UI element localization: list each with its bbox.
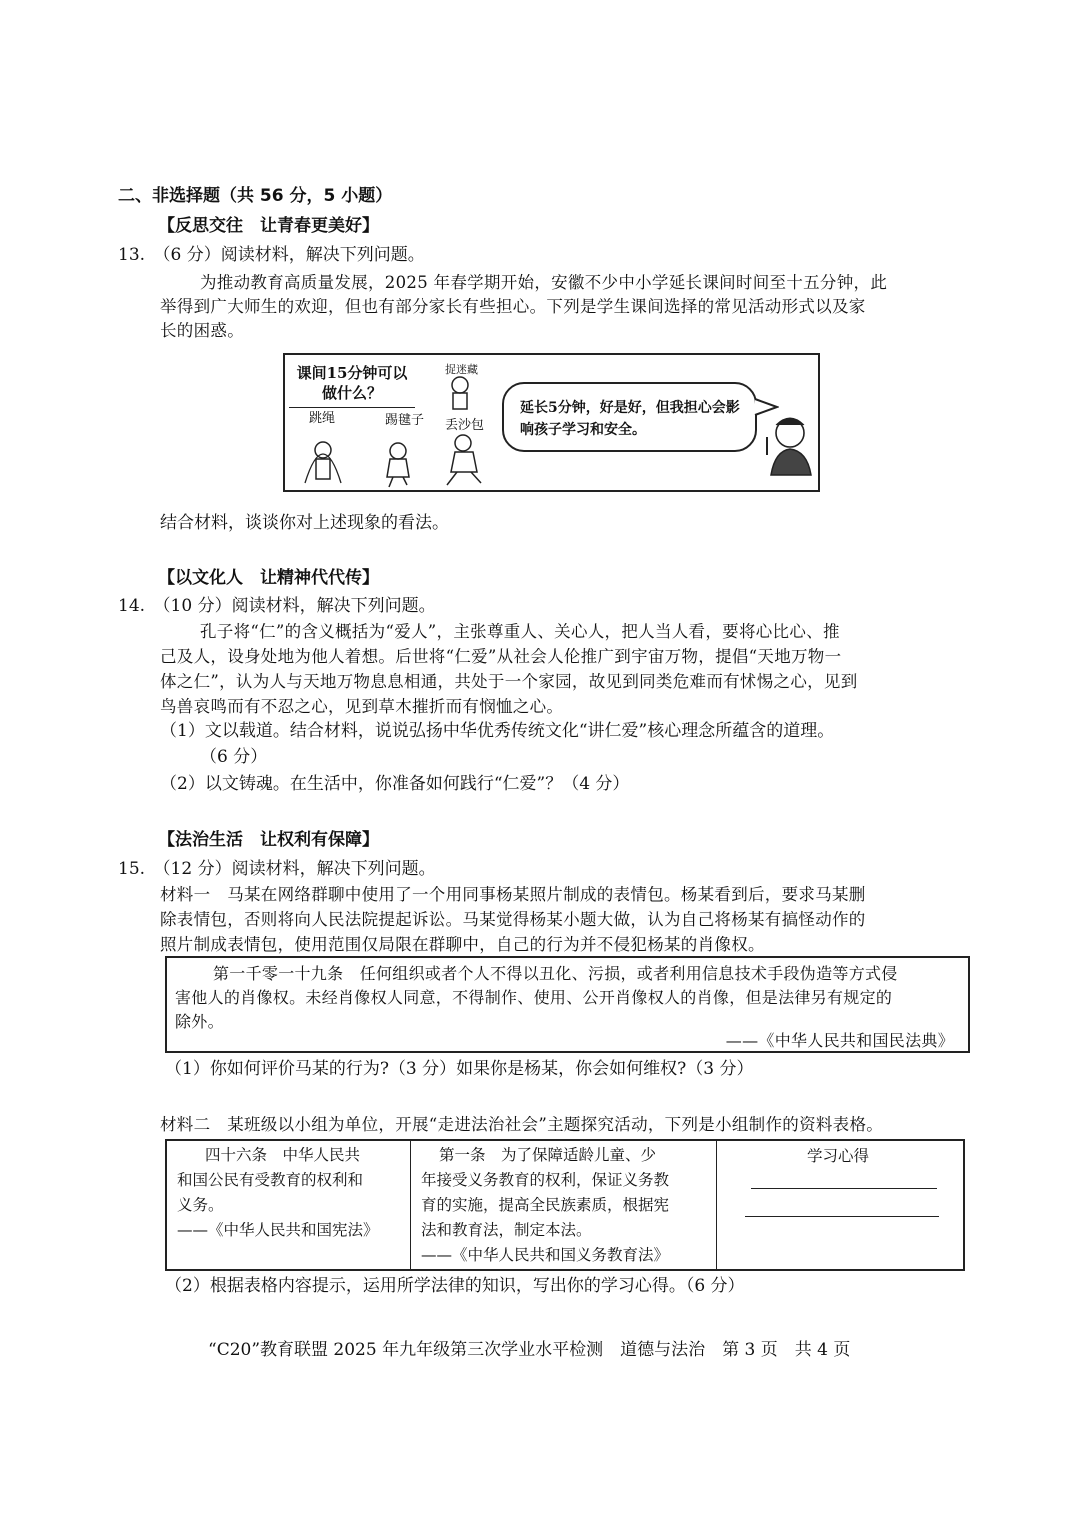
cell-line: 和国公民有受教育的权利和 bbox=[177, 1171, 364, 1189]
activity-label: 丢沙包 bbox=[445, 418, 485, 433]
cell-line: 法和教育法，制定本法。 bbox=[421, 1221, 592, 1239]
activity-label: 跳绳 bbox=[309, 411, 336, 426]
cell-line: 第一条 为了保障适龄儿童、少 bbox=[439, 1146, 657, 1164]
law-line: 除外。 bbox=[175, 1012, 224, 1031]
q13-header: 【反思交往 让青春更美好】 bbox=[158, 216, 379, 236]
section-title: 二、非选择题（共 56 分，5 小题） bbox=[118, 186, 393, 206]
q14-para-line: 体之仁”，认为人与天地万物息息相通，共处于一个家园，故见到同类危难而有怵惕之心，见到 bbox=[160, 672, 858, 691]
q15-material2: 材料二 某班级以小组为单位，开展“走进法治社会”主题探究活动，下列是小组制作的资料表格。 bbox=[160, 1115, 884, 1134]
q14-para-line: 鸟兽哀鸣而有不忍之心，见到草木摧折而有悯恤之心。 bbox=[160, 697, 564, 716]
q15-sub1: （1）你如何评价马某的行为?（3 分）如果你是杨某，你会如何维权?（3 分） bbox=[165, 1059, 754, 1079]
table-cell-study-notes bbox=[717, 1141, 963, 1269]
cell-line: ——《中华人民共和国义务教育法》 bbox=[421, 1246, 670, 1264]
table-cell-constitution bbox=[167, 1141, 411, 1269]
law-line: 第一千零一十九条 任何组织或者个人不得以丑化、污损，或者利用信息技术手段伪造等方式侵 bbox=[213, 964, 898, 983]
q13-para-line: 长的困惑。 bbox=[160, 321, 244, 340]
q15-material1-line: 材料一 马某在网络群聊中使用了一个用同事杨某照片制成的表情包。杨某看到后，要求马某删 bbox=[160, 885, 866, 904]
q15-header: 【法治生活 让权利有保障】 bbox=[158, 830, 379, 850]
law-line: 害他人的肖像权。未经肖像权人同意，不得制作、使用、公开肖像权人的肖像，但是法律另有规定的 bbox=[175, 988, 893, 1007]
q15-material1-line: 除表情包，否则将向人民法院提起诉讼。马某觉得杨某小题大做，认为自己将杨某有搞怪动作的 bbox=[160, 910, 866, 929]
answer-blank bbox=[745, 1216, 939, 1217]
q15-sub2: （2）根据表格内容提示，运用所学法律的知识，写出你的学习心得。（6 分） bbox=[165, 1276, 745, 1296]
speech-bubble bbox=[502, 382, 757, 452]
q14-header: 【以文化人 让精神代代传】 bbox=[158, 568, 379, 588]
civil-code-box bbox=[165, 956, 970, 1053]
answer-blank bbox=[751, 1188, 937, 1189]
cell-line: 年接受义务教育的权利，保证义务教 bbox=[421, 1171, 670, 1189]
cell-line: 义务。 bbox=[177, 1196, 224, 1214]
q14-sub2: （2）以文铸魂。在生活中，你准备如何践行“仁爱”？（4 分） bbox=[160, 774, 630, 794]
q14-sub1: （1）文以载道。结合材料，说说弘扬中华优秀传统文化“讲仁爱”核心理念所蕴含的道理。 bbox=[160, 721, 835, 741]
law-table bbox=[165, 1139, 965, 1271]
q14-para-line: 己及人，设身处地为他人着想。后世将“仁爱”从社会人伦推广到宇宙万物，提倡“天地万物一 bbox=[160, 647, 842, 666]
table-cell-education-law bbox=[411, 1141, 717, 1269]
q14-stem: 14. （10 分）阅读材料，解决下列问题。 bbox=[118, 596, 436, 616]
activity-label: 捉迷藏 bbox=[445, 363, 478, 376]
q15-stem: 15. （12 分）阅读材料，解决下列问题。 bbox=[118, 859, 436, 879]
q14-para-line: 孔子将“仁”的含义概括为“爱人”，主张尊重人、关心人，把人当人看，要将心比心、推 bbox=[200, 622, 840, 641]
page-footer: “C20”教育联盟 2025 年九年级第三次学业水平检测 道德与法治 第 3 页 共 4 页 bbox=[208, 1340, 851, 1360]
q13-question: 结合材料，谈谈你对上述现象的看法。 bbox=[160, 513, 449, 533]
q13-illustration bbox=[283, 353, 820, 492]
q15-material1-line: 照片制成表情包，使用范围仅局限在群聊中，自己的行为并不侵犯杨某的肖像权。 bbox=[160, 935, 765, 954]
q14-sub1-score: （6 分） bbox=[200, 747, 268, 767]
illustration-title: 课间15分钟可以做什么？ bbox=[296, 364, 408, 402]
activity-label: 踢毽子 bbox=[385, 413, 425, 428]
q13-para-line: 为推动教育高质量发展，2025 年春学期开始，安徽不少中小学延长课间时间至十五分钟，此 bbox=[200, 273, 888, 292]
cell-line: 四十六条 中华人民共 bbox=[205, 1146, 361, 1164]
law-source: ——《中华人民共和国民法典》 bbox=[725, 1031, 954, 1050]
q13-para-line: 举得到广大师生的欢迎，但也有部分家长有些担心。下列是学生课间选择的常见活动形式以及家 bbox=[160, 297, 866, 316]
cell-line: 育的实施，提高全民族素质，根据宪 bbox=[421, 1196, 670, 1214]
study-notes-title: 学习心得 bbox=[807, 1147, 870, 1165]
cell-line: ——《中华人民共和国宪法》 bbox=[177, 1221, 379, 1239]
q13-stem: 13. （6 分）阅读材料，解决下列问题。 bbox=[118, 245, 425, 265]
speech-text: 延长5分钟，好是好，但我担心会影响孩子学习和安全。 bbox=[520, 400, 740, 438]
bubble-tail-icon bbox=[753, 395, 779, 419]
